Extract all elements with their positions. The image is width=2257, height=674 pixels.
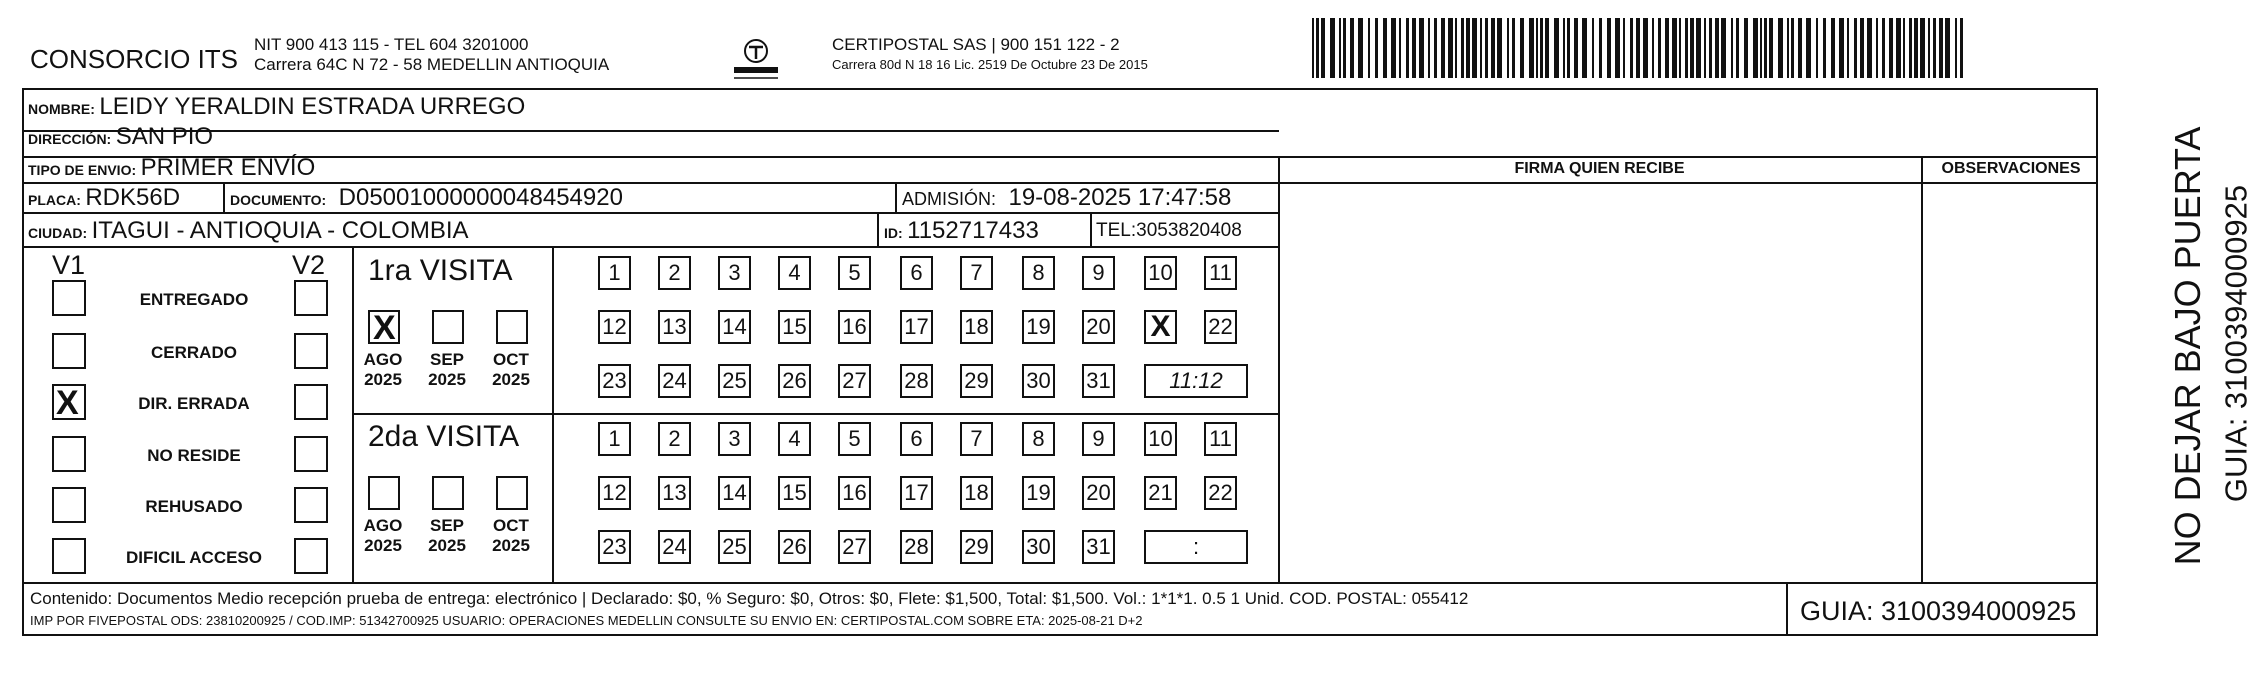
month-year: 2025: [428, 535, 466, 555]
carrier-line: CERTIPOSTAL SAS | 900 151 122 - 2: [832, 35, 1120, 54]
address-line: Carrera 64C N 72 - 58 MEDELLIN ANTIOQUIA: [254, 55, 610, 74]
day-box[interactable]: 22: [1204, 476, 1237, 510]
no-dejar-warning: NO DEJAR BAJO PUERTA: [2167, 126, 2208, 566]
day-box[interactable]: 25: [718, 530, 751, 564]
day-box[interactable]: 29: [960, 364, 993, 398]
day-box[interactable]: 26: [778, 364, 811, 398]
day-box[interactable]: 17: [900, 476, 933, 510]
v2-label: V2: [292, 250, 326, 280]
ciudad-label: CIUDAD:: [28, 225, 88, 241]
header: [0, 0, 2257, 90]
day-box[interactable]: 4: [778, 256, 811, 290]
v2-checkbox[interactable]: [294, 280, 328, 316]
day-box[interactable]: 21: [1144, 476, 1177, 510]
v1-checkbox[interactable]: [52, 436, 86, 472]
day-box[interactable]: 3: [718, 422, 751, 456]
status-option-label: CERRADO: [151, 343, 237, 362]
month-name: SEP: [429, 516, 465, 535]
tel-label: TEL:: [1096, 220, 1137, 241]
day-box[interactable]: 27: [838, 530, 871, 564]
side-vertical: [2108, 88, 2257, 636]
day-box[interactable]: 2: [658, 422, 691, 456]
day-box[interactable]: 6: [900, 422, 933, 456]
admision-field: [902, 186, 1231, 210]
month-label: [488, 350, 534, 389]
barcode: [1312, 18, 1966, 78]
day-box[interactable]: 22: [1204, 310, 1237, 344]
day-box[interactable]: 12: [598, 310, 631, 344]
day-box[interactable]: 8: [1022, 256, 1055, 290]
day-box[interactable]: 9: [1082, 256, 1115, 290]
day-box[interactable]: 26: [778, 530, 811, 564]
footer-content: Contenido: Documentos Medio recepción prueba de entrega: electrónico | Declarado: $0, % Seguro: $0, Otros: $0, Flete: $1,500, Total: $1,500. Vol.: 1*1*1. 0.5 1 Unid. COD. POSTAL: 055412: [30, 589, 1469, 608]
day-box[interactable]: 19: [1022, 476, 1055, 510]
month-year: 2025: [492, 535, 530, 555]
nit-line: NIT 900 413 115 - TEL 604 3201000: [254, 35, 529, 54]
day-box[interactable]: 11: [1204, 256, 1237, 290]
day-box[interactable]: 12: [598, 476, 631, 510]
nombre-label: NOMBRE:: [28, 101, 95, 117]
id-label: ID:: [884, 225, 903, 241]
tel-value: 3053820408: [1136, 220, 1242, 241]
visit-title: 2da VISITA: [368, 420, 520, 453]
visit-time[interactable]: :: [1144, 530, 1248, 564]
day-box[interactable]: 31: [1082, 530, 1115, 564]
day-box[interactable]: 24: [658, 364, 691, 398]
id-field: [884, 219, 1039, 243]
tipo-label: TIPO DE ENVIO:: [28, 162, 137, 178]
day-box[interactable]: 9: [1082, 422, 1115, 456]
certipostal-logo: [728, 34, 784, 84]
month-label: [488, 516, 534, 555]
day-box[interactable]: 19: [1022, 310, 1055, 344]
month-label: [360, 516, 406, 555]
day-box[interactable]: 27: [838, 364, 871, 398]
documento-value: D05001000000048454920: [338, 184, 623, 211]
day-box[interactable]: 24: [658, 530, 691, 564]
day-box[interactable]: 10: [1144, 256, 1177, 290]
day-box[interactable]: 11: [1204, 422, 1237, 456]
month-name: AGO: [363, 516, 403, 535]
day-box[interactable]: 15: [778, 476, 811, 510]
status-option-label: DIFICIL ACCESO: [125, 548, 262, 567]
placa-field: [28, 186, 180, 210]
day-box[interactable]: 18: [960, 476, 993, 510]
month-label: [424, 350, 470, 389]
day-box[interactable]: 1: [598, 422, 631, 456]
direccion-label: DIRECCIÓN:: [28, 131, 112, 147]
day-box[interactable]: 23: [598, 364, 631, 398]
day-box[interactable]: 30: [1022, 364, 1055, 398]
footer-guia: GUIA: 3100394000925: [1800, 596, 2077, 626]
day-box[interactable]: 14: [718, 310, 751, 344]
v1-checkbox[interactable]: [52, 538, 86, 574]
day-box[interactable]: 28: [900, 530, 933, 564]
day-box[interactable]: 15: [778, 310, 811, 344]
day-box[interactable]: 13: [658, 476, 691, 510]
month-label: [424, 516, 470, 555]
month-name: SEP: [429, 350, 465, 369]
month-year: 2025: [492, 369, 530, 389]
day-box[interactable]: 28: [900, 364, 933, 398]
month-checkbox[interactable]: [368, 309, 400, 347]
day-box[interactable]: 25: [718, 364, 751, 398]
v1-checkbox[interactable]: [52, 384, 86, 420]
month-checkbox[interactable]: [432, 476, 464, 510]
tipo-value: PRIMER ENVÍO: [140, 154, 316, 181]
status-option-label: DIR. ERRADA: [138, 394, 250, 413]
ciudad-value: ITAGUI - ANTIOQUIA - COLOMBIA: [91, 217, 469, 244]
day-box[interactable]: 31: [1082, 364, 1115, 398]
check-mark: X: [56, 384, 79, 422]
documento-field: [230, 186, 623, 210]
day-box[interactable]: 29: [960, 530, 993, 564]
month-year: 2025: [364, 535, 402, 555]
day-box[interactable]: 17: [900, 310, 933, 344]
nombre-field: [28, 95, 525, 119]
day-box[interactable]: 23: [598, 530, 631, 564]
v2-checkbox[interactable]: [294, 436, 328, 472]
day-box[interactable]: 10: [1144, 422, 1177, 456]
company-name: CONSORCIO ITS: [30, 44, 239, 74]
month-checkbox[interactable]: [432, 310, 464, 344]
day-box[interactable]: 20: [1082, 310, 1115, 344]
v2-checkbox[interactable]: [294, 384, 328, 420]
day-box[interactable]: 13: [658, 310, 691, 344]
side-guia: GUIA: 3100394000925: [2218, 184, 2254, 503]
day-box[interactable]: 16: [838, 310, 871, 344]
day-box[interactable]: 1: [598, 256, 631, 290]
nombre-value: LEIDY YERALDIN ESTRADA URREGO: [99, 93, 526, 120]
day-box[interactable]: 16: [838, 476, 871, 510]
day-box[interactable]: [1144, 310, 1177, 344]
footer-imp: IMP POR FIVEPOSTAL ODS: 23810200925 / COD.IMP: 51342700925 USUARIO: OPERACIONES MEDELLIN CONSULTE SU ENVIO EN: CERTIPOSTAL.COM SOBRE ETA: 2025-08-21 D+2: [30, 613, 1143, 628]
month-name: AGO: [363, 350, 403, 369]
v1-checkbox[interactable]: [52, 280, 86, 316]
v1-checkbox[interactable]: [52, 333, 86, 369]
direccion-field: [28, 125, 213, 149]
day-box[interactable]: 5: [838, 256, 871, 290]
check-mark: X: [1150, 310, 1171, 343]
status-option-label: REHUSADO: [145, 497, 243, 516]
month-name: OCT: [493, 350, 529, 369]
observaciones-header: OBSERVACIONES: [1941, 160, 2081, 177]
id-value: 1152717433: [907, 217, 1039, 244]
day-box[interactable]: 14: [718, 476, 751, 510]
v1-checkbox[interactable]: [52, 487, 86, 523]
day-box[interactable]: 3: [718, 256, 751, 290]
day-box[interactable]: 7: [960, 422, 993, 456]
admision-label: ADMISIÓN:: [902, 189, 997, 209]
visit-time[interactable]: 11:12: [1144, 364, 1248, 398]
admision-value: 19-08-2025 17:47:58: [1008, 184, 1232, 211]
v2-checkbox[interactable]: [294, 538, 328, 574]
day-box[interactable]: 20: [1082, 476, 1115, 510]
status-option-label: ENTREGADO: [139, 290, 249, 309]
day-box[interactable]: 6: [900, 256, 933, 290]
v2-checkbox[interactable]: [294, 333, 328, 369]
month-checkbox[interactable]: [496, 476, 528, 510]
check-mark: X: [373, 309, 396, 347]
placa-label: PLACA:: [28, 192, 81, 208]
day-box[interactable]: 4: [778, 422, 811, 456]
tel-field: [1096, 221, 1242, 240]
day-box[interactable]: 2: [658, 256, 691, 290]
direccion-value: SAN PIO: [115, 123, 214, 150]
tipo-field: [28, 156, 315, 180]
carrier-address: Carrera 80d N 18 16 Lic. 2519 De Octubre 23 De 2015: [832, 57, 1148, 72]
month-year: 2025: [428, 369, 466, 389]
day-box[interactable]: 30: [1022, 530, 1055, 564]
visit-title: 1ra VISITA: [368, 254, 513, 287]
month-year: 2025: [364, 369, 402, 389]
status-option-label: NO RESIDE: [147, 446, 241, 465]
placa-value: RDK56D: [85, 184, 181, 211]
day-box[interactable]: 8: [1022, 422, 1055, 456]
month-name: OCT: [493, 516, 529, 535]
month-checkbox[interactable]: [368, 476, 400, 510]
day-box[interactable]: 7: [960, 256, 993, 290]
firma-header: FIRMA QUIEN RECIBE: [1514, 160, 1685, 177]
v2-checkbox[interactable]: [294, 487, 328, 523]
documento-label: DOCUMENTO:: [230, 192, 327, 208]
ciudad-field: [28, 219, 469, 243]
month-checkbox[interactable]: [496, 310, 528, 344]
v1-label: V1: [52, 250, 86, 280]
month-label: [360, 350, 406, 389]
day-box[interactable]: 5: [838, 422, 871, 456]
day-box[interactable]: 18: [960, 310, 993, 344]
